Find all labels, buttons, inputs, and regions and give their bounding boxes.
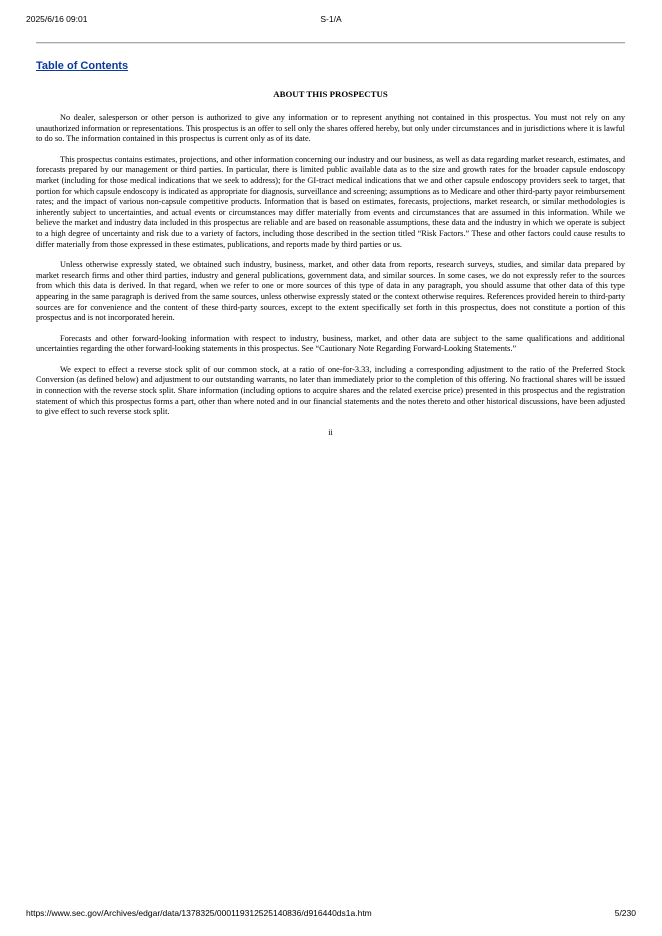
print-source-url: https://www.sec.gov/Archives/edgar/data/1378325/000119312525140836/d916440ds1a.htm (26, 908, 372, 918)
print-document-title: S-1/A (320, 14, 342, 24)
paragraph-market-data: This prospectus contains estimates, projections, and other information concerning our industry and our business, as well as data regarding market research, estimates, and forecasts prepared by our management or third parties. In particular, there is limited public available data as to the size and growth rates for the broader capsule endoscopy market (including for those medical indications that we seek to address); for the GI-tract medical indications that we and other capsule endoscopy providers seek to target, that portion for which capsule endoscopy is indicated as appropriate for diagnosis, surveillance and screening; assumptions as to Medicare and other third-party payor reimbursement rates; and the impact of various non-capsule competitive products. Information that is based on estimates, forecasts, projections, market research, or similar methodologies is inherently subject to uncertainties, and actual events or circumstances may differ materially from events and circumstances that are assumed in this information. While we believe the market and industry data included in this prospectus are reliable and are based on reasonable assumptions, these data and the industry in which we operate is subject to a high degree of uncertainty and risk due to a variety of factors, including those described in the section titled “Risk Factors.” These and other factors could cause results to differ materially from those expressed in these estimates, publications, and reports made by third parties or us. (36, 154, 625, 249)
paragraph-data-sources: Unless otherwise expressly stated, we obtained such industry, business, market, and other data from reports, research surveys, studies, and similar data prepared by market research firms and other third parties, industry and general publications, government data, and similar sources. In some cases, we do not expressly refer to the sources from which this data is derived. In that regard, when we refer to one or more sources of this type of data in any paragraph, you should assume that other data of this type appearing in the same paragraph is derived from the same sources, unless otherwise expressly stated or the context otherwise requires. References provided herein to third-party sources are for convenience and the content of these third-party sources, except to the extent specifically set forth in this prospectus, does not constitute a portion of this prospectus and is not incorporated herein. (36, 260, 625, 323)
print-footer (26, 908, 636, 922)
page-number: ii (328, 427, 333, 437)
print-header (26, 14, 636, 28)
document-content (36, 89, 625, 438)
print-datetime: 2025/6/16 09:01 (26, 14, 88, 24)
section-heading: ABOUT THIS PROSPECTUS (273, 89, 388, 99)
table-of-contents-link[interactable]: Table of Contents (36, 60, 129, 72)
print-page-count: 5/230 (614, 908, 636, 918)
paragraph-reverse-stock-split: We expect to effect a reverse stock split of our common stock, at a ratio of one-for-3.33, including a corresponding adjustment to the ratio of the Preferred Stock Conversion (as defined below) and adjustment to our outstanding warrants, no later than immediately prior to the completion of this offering. No fractional shares will be issued in connection with the reverse stock split. Share information (including options to acquire shares and the related exercise price) presented in this prospectus and the registration statement of which this prospectus forms a part, other than where noted and in our financial statements and the notes thereto and other historical discussions, have been adjusted to give effect to such reverse stock split. (36, 364, 625, 417)
header-divider (36, 42, 625, 44)
paragraph-unauthorized-information: No dealer, salesperson or other person is authorized to give any information or to represent anything not contained in this prospectus. You must not rely on any unauthorized information or representations. This prospectus is an offer to sell only the shares offered hereby, but only under circumstances and in jurisdictions where it is lawful to do so. The information contained in this prospectus is current only as of its date. (36, 113, 625, 144)
paragraph-forecasts: Forecasts and other forward-looking information with respect to industry, business, market, and other data are subject to the same qualifications and additional uncertainties regarding the other forward-looking statements in this prospectus. See “Cautionary Note Regarding Forward-Looking Statements.” (36, 333, 625, 354)
